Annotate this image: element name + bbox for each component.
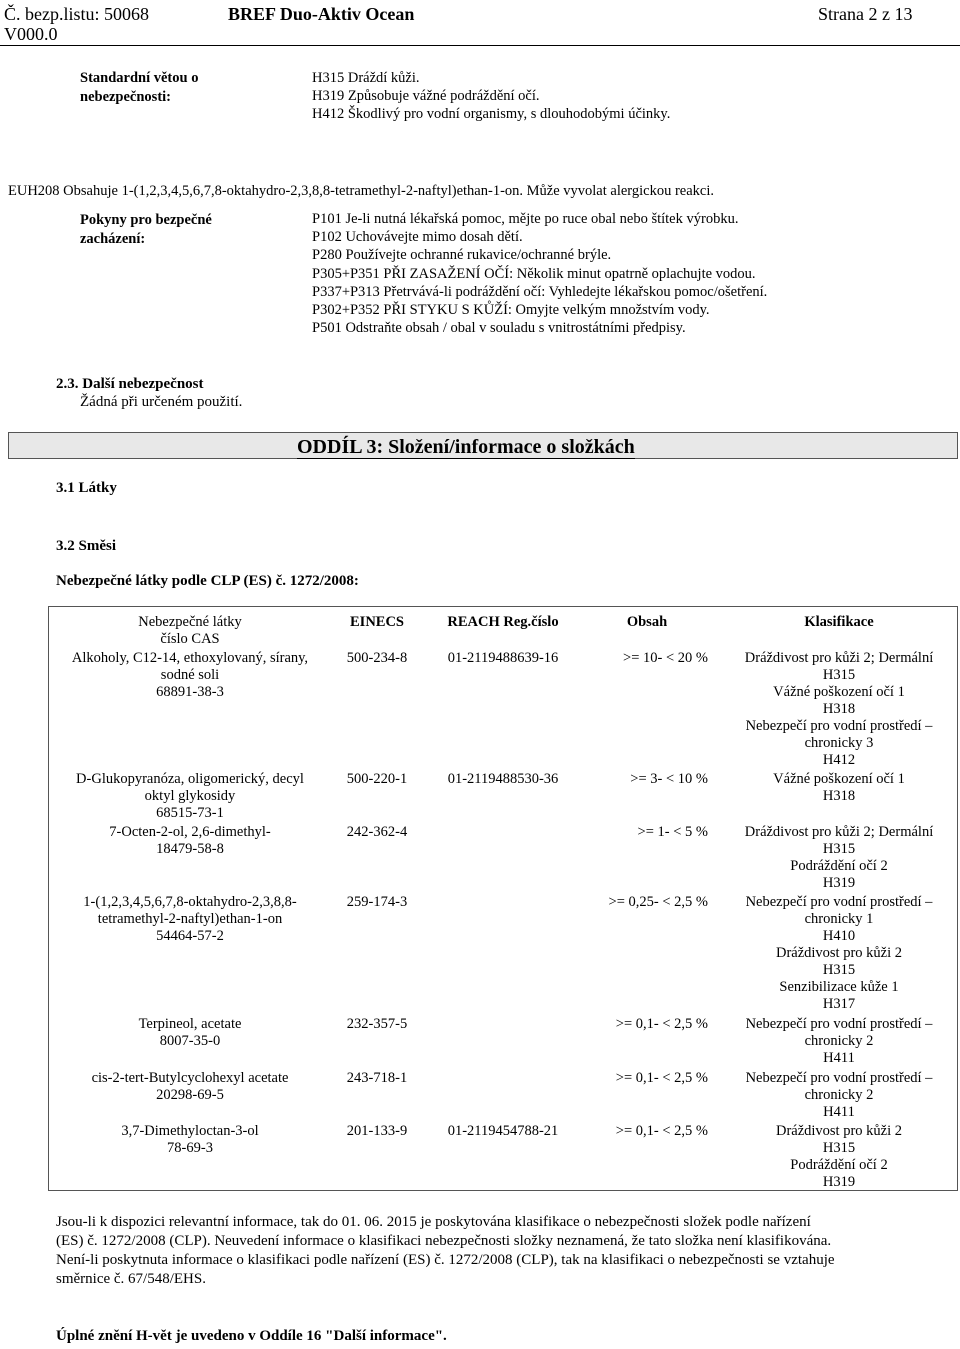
table-row-substance: 1-(1,2,3,4,5,6,7,8-oktahydro-2,3,8,8- tetramethyl-2-naftyl)ethan-1-on 54464-57-2 (83, 894, 297, 944)
other-hazards-title: 2.3. Další nebezpečnost (56, 376, 204, 392)
mixtures-heading: 3.2 Směsi (56, 538, 116, 554)
h-statements-reference: Úplné znění H-vět je uvedeno v Oddíle 16 "Další informace". (56, 1328, 447, 1344)
table-row-einecs: 500-220-1 (346, 771, 408, 787)
euh-statement: EUH208 Obsahuje 1-(1,2,3,4,5,6,7,8-oktahydro-2,3,8,8-tetramethyl-2-naftyl)ethan-1-on. Může vyvolat alergickou reakci. (8, 183, 714, 199)
table-row-klasifikace: Dráždivost pro kůži 2; Dermální H315 Podráždění očí 2 H319 (744, 824, 934, 891)
other-hazards-text: Žádná při určeném použití. (80, 394, 243, 410)
substances-heading: 3.1 Látky (56, 480, 117, 496)
precaution-statement: P501 Odstraňte obsah / obal v souladu s vnitrostátními předpisy. (312, 320, 686, 337)
hazard-statement: H315 Dráždí kůži. (312, 70, 420, 86)
table-row-einecs: 201-133-9 (346, 1123, 408, 1139)
table-row-substance: cis-2-tert-Butylcyclohexyl acetate 20298-69-5 (91, 1070, 289, 1103)
hazardous-substances-heading: Nebezpečné látky podle CLP (ES) č. 1272/2008: (56, 573, 359, 589)
table-row-einecs: 243-718-1 (346, 1070, 408, 1086)
table-row-einecs: 232-357-5 (346, 1016, 408, 1032)
table-row-substance: Terpineol, acetate 8007-35-0 (138, 1016, 242, 1049)
table-row-klasifikace: Nebezpečí pro vodní prostředí – chronicky 2 H411 (745, 1070, 933, 1120)
column-header-substance: Nebezpečné látky číslo CAS (138, 614, 242, 647)
table-row-substance: 3,7-Dimethyloctan-3-ol 78-69-3 (121, 1123, 259, 1156)
table-row-klasifikace: Vážné poškození očí 1 H318 (773, 771, 905, 804)
table-row-einecs: 242-362-4 (346, 824, 408, 840)
column-header-obsah: Obsah (626, 614, 668, 630)
table-row-reach: 01-2119454788-21 (447, 1123, 559, 1139)
precaution-statement: P337+P313 Přetrvává-li podráždění očí: Vyhledejte lékařskou pomoc/ošetření. (312, 283, 768, 300)
table-row-einecs: 259-174-3 (346, 894, 408, 910)
section-3-title: ODDÍL 3: Složení/informace o složkách (297, 436, 635, 458)
hazard-statement: H319 Způsobuje vážné podráždění očí. (312, 88, 540, 104)
table-row-obsah: >= 0,1- < 2,5 % (615, 1016, 708, 1032)
table-row-reach: 01-2119488639-16 (447, 650, 559, 666)
table-row-klasifikace: Nebezpečí pro vodní prostředí – chronicky 1 H410 Dráždivost pro kůži 2 H315 Senzibilizace kůže 1 H317 (745, 894, 933, 1012)
table-row-klasifikace: Dráždivost pro kůži 2; Dermální H315 Vážné poškození očí 1 H318 Nebezpečí pro vodní prostředí – chronicky 3 H412 (744, 650, 934, 768)
table-row-klasifikace: Nebezpečí pro vodní prostředí – chronicky 2 H411 (745, 1016, 933, 1066)
table-row-substance: D-Glukopyranóza, oligomerický, decyl oktyl glykosidy 68515-73-1 (76, 771, 304, 821)
table-row-substance: Alkoholy, C12-14, ethoxylovaný, sírany, sodné soli 68891-38-3 (71, 650, 309, 700)
document-number: Č. bezp.listu: 50068 (4, 4, 149, 24)
table-row-obsah: >= 1- < 5 % (637, 824, 708, 840)
table-row-obsah: >= 0,1- < 2,5 % (615, 1123, 708, 1139)
column-header-klasifikace: Klasifikace (804, 614, 874, 630)
table-row-obsah: >= 0,25- < 2,5 % (608, 894, 708, 910)
hazard-statements-list (312, 69, 670, 123)
table-row-obsah: >= 10- < 20 % (623, 650, 708, 666)
hazard-statement: H412 Škodlivý pro vodní organismy, s dlouhodobými účinky. (312, 106, 671, 122)
hazard-statements-label: Standardní větou o nebezpečnosti: (80, 70, 199, 105)
version: V000.0 (4, 24, 58, 44)
table-row-obsah: >= 0,1- < 2,5 % (615, 1070, 708, 1086)
precaution-statement: P101 Je-li nutná lékařská pomoc, mějte po ruce obal nebo štítek výrobku. (312, 211, 739, 227)
product-name: BREF Duo-Aktiv Ocean (228, 4, 415, 24)
column-header-reach: REACH Reg.číslo (447, 614, 559, 630)
precautions-label: Pokyny pro bezpečné zacházení: (80, 212, 212, 247)
precaution-statement: P102 Uchovávejte mimo dosah dětí. (312, 229, 523, 246)
table-row-substance: 7-Octen-2-ol, 2,6-dimethyl- 18479-58-8 (109, 824, 271, 857)
column-header-einecs: EINECS (350, 614, 404, 630)
page-number: Strana 2 z 13 (818, 4, 913, 24)
table-row-reach: 01-2119488530-36 (447, 771, 559, 787)
table-row-einecs: 500-234-8 (346, 650, 408, 666)
precaution-statement: P280 Používejte ochranné rukavice/ochranné brýle. (312, 247, 612, 264)
precautions-list (312, 210, 767, 337)
header-rule (0, 45, 960, 46)
precaution-statement: P305+P351 PŘI ZASAŽENÍ OČÍ: Několik minut opatrně oplachujte vodou. (312, 265, 756, 282)
classification-note: Jsou-li k dispozici relevantní informace, tak do 01. 06. 2015 je poskytována klasifikace o nebezpečnosti složek podle nařízení (ES) č. 1272/2008 (CLP). Neuvedení informace o klasifikaci nebezpečnosti složky neznamená, že tato složka není klasifikována. Není-li poskytnuta informace o klasifikaci podle nařízení (ES) č. 1272/2008 (CLP), tak na klasifikaci o nebezpečnosti se vztahuje směrnice č. 67/548/EHS. (56, 1214, 835, 1287)
table-row-klasifikace: Dráždivost pro kůži 2 H315 Podráždění očí 2 H319 (775, 1123, 903, 1190)
precaution-statement: P302+P352 PŘI STYKU S KŮŽÍ: Omyjte velkým množstvím vody. (312, 302, 710, 319)
table-row-obsah: >= 3- < 10 % (630, 771, 708, 787)
